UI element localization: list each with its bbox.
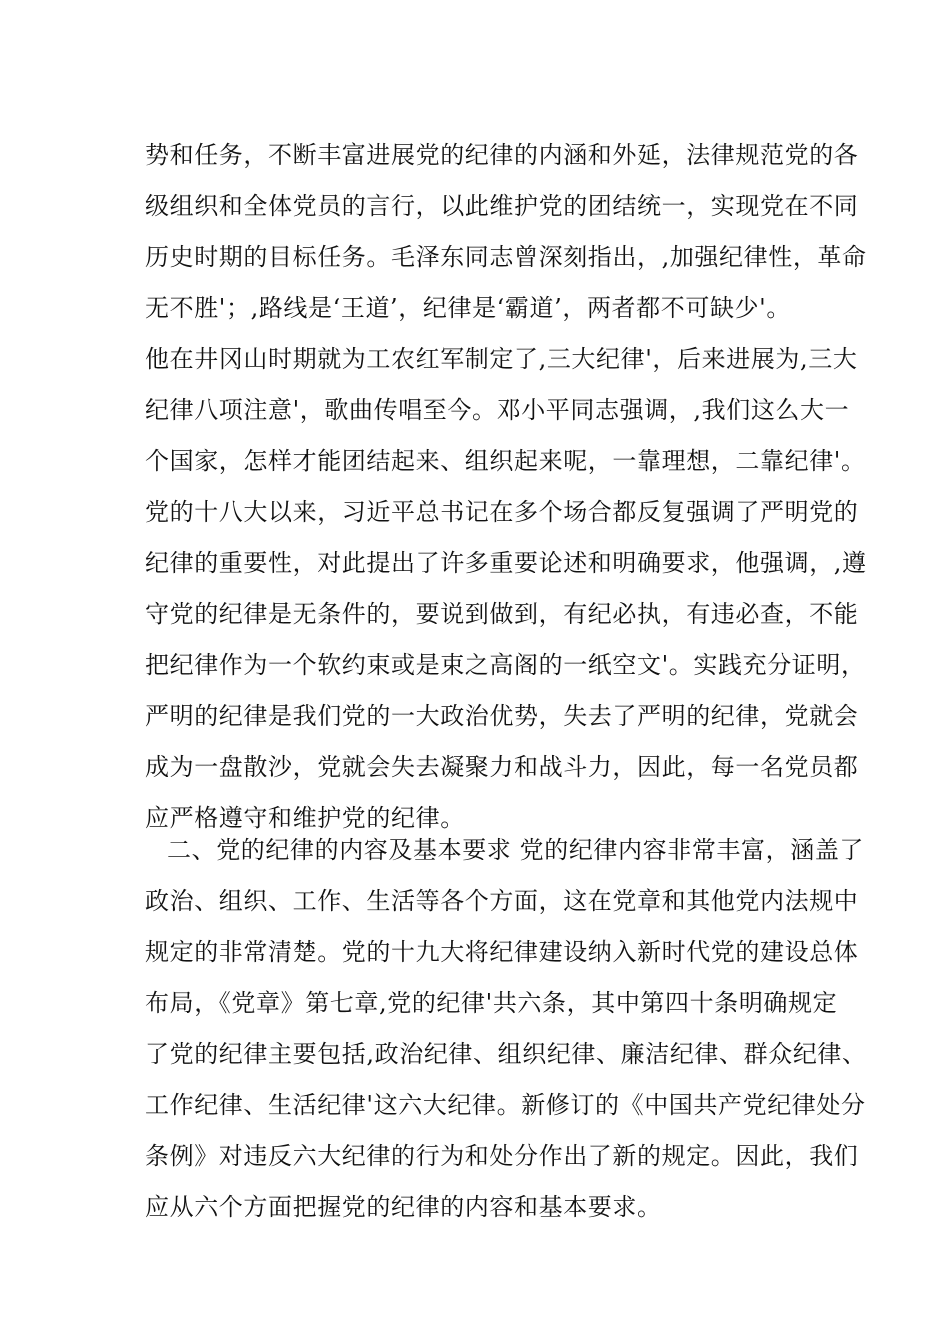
text-line: 布局，《党章》第七章,党的纪律'共六条，其中第四十条明确规定 — [145, 989, 838, 1017]
text-line: 历史时期的目标任务。毛泽东同志曾深刻指出，,加强纪律性，革命 — [145, 243, 867, 271]
text-line: 成为一盘散沙，党就会失去凝聚力和战斗力，因此，每一名党员都 — [145, 753, 859, 781]
section-heading-line: 二、党的纪律的内容及基本要求 党的纪律内容非常丰富，涵盖了 — [167, 836, 865, 864]
body-paragraph-2 — [145, 825, 867, 1233]
text-line: 个国家，怎样才能团结起来、组织起来呢，一靠理想，二靠纪律'。 — [145, 447, 866, 475]
text-line: 了党的纪律主要包括,政治纪律、组织纪律、廉洁纪律、群众纪律、 — [145, 1040, 867, 1068]
body-paragraph-1 — [145, 130, 867, 844]
text-line: 严明的纪律是我们党的一大政治优势，失去了严明的纪律，党就会 — [145, 702, 859, 730]
text-line: 纪律的重要性，对此提出了许多重要论述和明确要求，他强调，,遵 — [145, 549, 867, 577]
text-line: 级组织和全体党员的言行，以此维护党的团结统一，实现党在不同 — [145, 192, 859, 220]
text-line: 把纪律作为一个软约束或是束之高阁的一纸空文'。实践充分证明， — [145, 651, 866, 679]
text-line: 应从六个方面把握党的纪律的内容和基本要求。 — [145, 1193, 662, 1221]
text-line: 他在井冈山时期就为工农红军制定了,三大纪律'，后来进展为,三大 — [145, 345, 858, 373]
text-line: 工作纪律、生活纪律'这六大纪律。新修订的《中国共产党纪律处分 — [145, 1091, 866, 1119]
text-line: 势和任务，不断丰富进展党的纪律的内涵和外延，法律规范党的各 — [145, 141, 859, 169]
text-line: 政治、组织、工作、生活等各个方面，这在党章和其他党内法规中 — [145, 887, 859, 915]
text-line: 党的十八大以来，习近平总书记在多个场合都反复强调了严明党的 — [145, 498, 859, 526]
text-line: 条例》对违反六大纪律的行为和处分作出了新的规定。因此，我们 — [145, 1142, 859, 1170]
text-line: 纪律八项注意'，歌曲传唱至今。邓小平同志强调，,我们这么大一 — [145, 396, 850, 424]
text-line: 无不胜'；,路线是‘王道’，纪律是‘霸道’，两者都不可缺少'。 — [145, 294, 791, 322]
text-line: 应严格遵守和维护党的纪律。 — [145, 804, 465, 832]
text-line: 守党的纪律是无条件的，要说到做到，有纪必执，有违必查，不能 — [145, 600, 859, 628]
text-line: 规定的非常清楚。党的十九大将纪律建设纳入新时代党的建设总体 — [145, 938, 859, 966]
